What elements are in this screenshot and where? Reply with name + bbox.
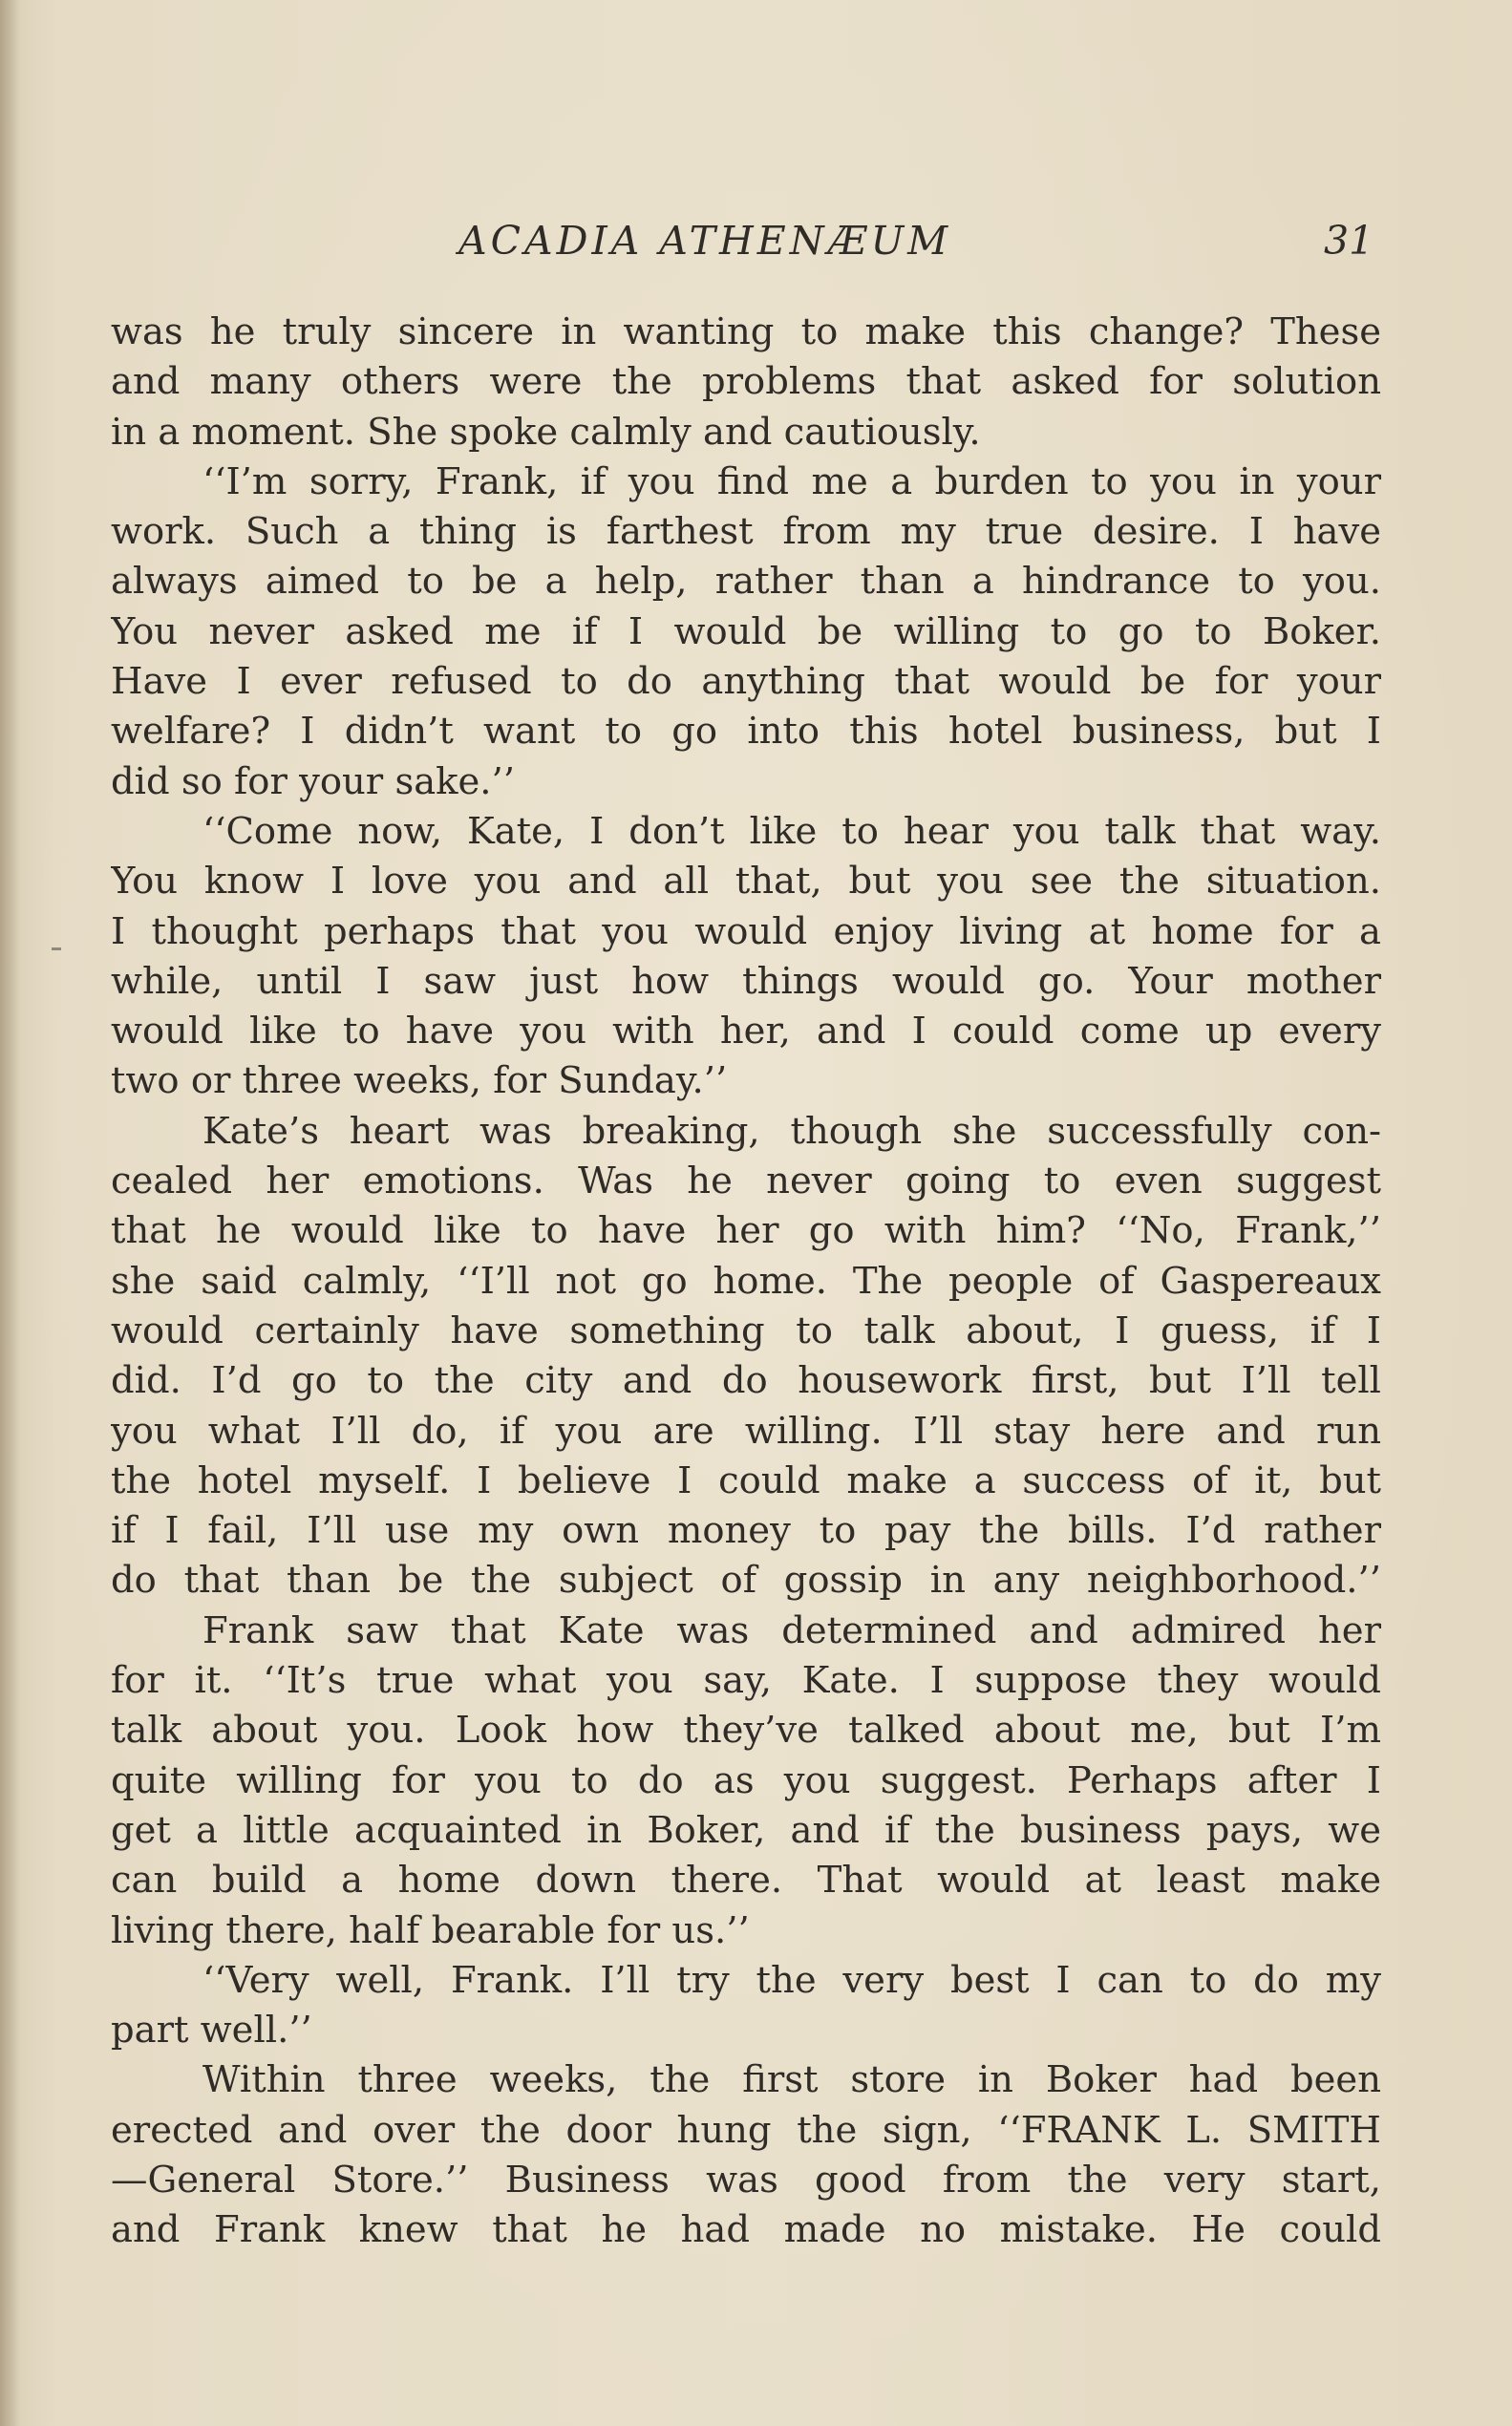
text-line: in a moment. She spoke calmly and cautiously. <box>111 410 981 454</box>
text-line: —General Store.’’ Business was good from the very start, <box>111 2158 1381 2202</box>
text-line: ‘‘Come now, Kate, I don’t like to hear you talk that way. <box>202 809 1381 853</box>
text-line: always aimed to be a help, rather than a hindrance to you. <box>111 560 1381 604</box>
text-line: Within three weeks, the first store in Boker had been <box>202 2058 1381 2102</box>
text-line: quite willing for you to do as you suggest. Perhaps after I <box>111 1758 1381 1802</box>
body-text <box>111 308 1381 2256</box>
text-line: cealed her emotions. Was he never going to even suggest <box>111 1160 1381 1203</box>
text-line: get a little acquainted in Boker, and if the business pays, we <box>111 1808 1381 1852</box>
text-line: You know I love you and all that, but you see the situation. <box>111 860 1381 904</box>
text-line: Kate’s heart was breaking, though she successfully con- <box>202 1109 1381 1153</box>
text-line: did. I’d go to the city and do housework first, but I’ll tell <box>111 1359 1381 1403</box>
text-line: erected and over the door hung the sign, ‘‘FRANK L. SMITH <box>111 2108 1381 2152</box>
text-line: would like to have you with her, and I could come up every <box>111 1010 1381 1053</box>
text-line: was he truly sincere in wanting to make this change? These <box>111 310 1381 353</box>
spine-shadow <box>0 0 21 2426</box>
margin-mark <box>52 947 61 950</box>
text-line: work. Such a thing is farthest from my true desire. I have <box>111 510 1381 554</box>
text-line: she said calmly, ‘‘I’ll not go home. The people of Gaspereaux <box>111 1259 1381 1303</box>
text-line: if I fail, I’ll use my own money to pay the bills. I’d rather <box>111 1509 1381 1553</box>
text-line: that he would like to have her go with him? ‘‘No, Frank,’’ <box>111 1209 1381 1253</box>
running-head <box>0 218 1512 275</box>
text-line: and many others were the problems that asked for solution <box>111 360 1381 404</box>
running-title: ACADIA ATHENÆUM <box>458 218 952 264</box>
page-number: 31 <box>1324 218 1374 264</box>
text-line: and Frank knew that he had made no mistake. He could <box>111 2208 1381 2252</box>
text-line: talk about you. Look how they’ve talked about me, but I’m <box>111 1709 1381 1753</box>
text-line: You never asked me if I would be willing to go to Boker. <box>111 609 1381 653</box>
text-line: would certainly have something to talk about, I guess, if I <box>111 1309 1381 1352</box>
text-line: Have I ever refused to do anything that would be for your <box>111 660 1381 704</box>
text-line: you what I’ll do, if you are willing. I’ll stay here and run <box>111 1409 1381 1453</box>
text-line: do that than be the subject of gossip in any neighborhood.’’ <box>111 1559 1381 1603</box>
text-line: living there, half bearable for us.’’ <box>111 1908 750 1952</box>
text-line: two or three weeks, for Sunday.’’ <box>111 1059 728 1103</box>
text-line: did so for your sake.’’ <box>111 759 515 803</box>
text-line: Frank saw that Kate was determined and admired her <box>202 1608 1381 1652</box>
text-line: part well.’’ <box>111 2009 312 2053</box>
text-line: welfare? I didn’t want to go into this hotel business, but I <box>111 710 1381 754</box>
text-line: ‘‘I’m sorry, Frank, if you find me a burden to you in your <box>202 459 1381 503</box>
text-line: I thought perhaps that you would enjoy living at home for a <box>111 909 1381 953</box>
text-line: ‘‘Very well, Frank. I’ll try the very best I can to do my <box>202 1958 1381 2002</box>
text-line: while, until I saw just how things would go. Your mother <box>111 959 1381 1003</box>
text-line: for it. ‘‘It’s true what you say, Kate. I suppose they would <box>111 1659 1381 1703</box>
text-line: can build a home down there. That would at least make <box>111 1859 1381 1903</box>
text-line: the hotel myself. I believe I could make a success of it, but <box>111 1458 1381 1502</box>
